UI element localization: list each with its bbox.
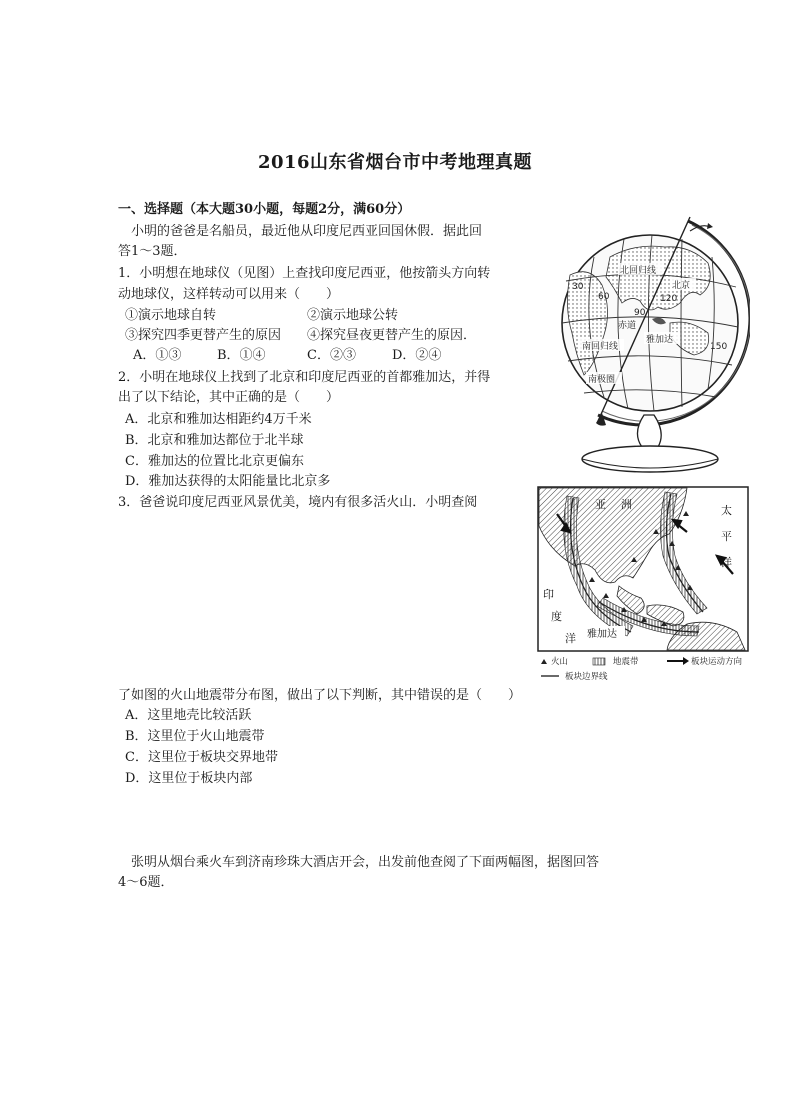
section2-line1: 张明从烟台乘火车到济南珍珠大酒店开会，出发前他查阅了下面两幅图，据图回答 — [131, 855, 600, 870]
q2-option-b: B．北京和雅加达都位于北半球 — [125, 433, 304, 448]
q2-stem-line1: 2．小明在地球仪上找到了北京和印度尼西亚的首都雅加达，并得 — [118, 370, 491, 385]
map-label-indian-3: 洋 — [565, 632, 576, 645]
q1-statement-1: ①演示地球自转 — [125, 308, 217, 323]
q2-stem-line2: 出了以下结论，其中正确的是（ ） — [118, 390, 340, 405]
legend-plate-motion: 板块运动方向 — [691, 657, 743, 667]
intro-text-line1: 小明的爸爸是名船员，最近他从印度尼西亚回国休假．据此回 — [131, 224, 483, 239]
volcano-earthquake-map — [537, 486, 777, 686]
q1-choice-b: B．①④ — [217, 348, 266, 363]
globe-label-antarctic: 南极圈 — [588, 375, 616, 385]
q1-statement-3: ③探究四季更替产生的原因 — [125, 328, 282, 343]
page-title: 2016山东省烟台市中考地理真题 — [257, 152, 533, 173]
globe-lon-60: 60 — [598, 292, 610, 302]
globe-lon-150: 150 — [710, 342, 728, 352]
map-label-asia-2: 洲 — [621, 498, 632, 511]
map-label-pacific-3: 洋 — [721, 556, 732, 569]
q3-option-b: B．这里位于火山地震带 — [125, 729, 265, 744]
globe-lon-30: 30 — [572, 282, 584, 292]
map-legend — [541, 656, 743, 682]
q1-choice-a: A．①③ — [133, 348, 182, 363]
globe-label-equator: 赤道 — [618, 321, 637, 331]
globe-label-tropic-north: 北回归线 — [620, 266, 657, 276]
q2-option-c: C．雅加达的位置比北京更偏东 — [125, 454, 304, 469]
q1-choice-d: D．②④ — [392, 348, 442, 363]
legend-volcano: 火山 — [551, 657, 569, 667]
intro-text-line2: 答1～3题． — [118, 244, 187, 259]
map-label-pacific-1: 太 — [721, 504, 732, 517]
q3-option-d: D．这里位于板块内部 — [125, 771, 253, 786]
map-label-indian-1: 印 — [543, 588, 554, 601]
globe-figure — [540, 215, 750, 477]
map-label-indian-2: 度 — [551, 610, 562, 623]
globe-lon-90: 90 — [634, 308, 646, 318]
globe-label-beijing: 北京 — [672, 281, 691, 291]
section2-line2: 4～6题． — [118, 875, 174, 890]
q3-option-c: C．这里位于板块交界地带 — [125, 750, 278, 765]
section-heading: 一、选择题（本大题30小题，每题2分，满60分） — [118, 202, 411, 217]
q3-stem-line1: 3．爸爸说印度尼西亚风景优美，境内有很多活火山．小明查阅 — [118, 495, 478, 510]
q2-option-a: A．北京和雅加达相距约4万千米 — [125, 412, 312, 427]
q2-option-d: D．雅加达获得的太阳能量比北京多 — [125, 474, 331, 489]
q1-statement-2: ②演示地球公转 — [307, 308, 399, 323]
q1-statement-4: ④探究昼夜更替产生的原因． — [307, 328, 477, 343]
q3-stem-line2: 了如图的火山地震带分布图，做出了以下判断，其中错误的是（ ） — [118, 688, 522, 703]
q1-choice-c: C．②③ — [307, 348, 356, 363]
map-label-jakarta: 雅加达 — [587, 629, 617, 640]
q1-stem-line2: 动地球仪，这样转动可以用来（ ） — [118, 287, 340, 302]
globe-lon-120: 120 — [660, 294, 678, 304]
map-label-pacific-2: 平 — [721, 530, 732, 543]
globe-label-jakarta: 雅加达 — [646, 335, 674, 345]
map-label-asia-1: 亚 — [595, 498, 606, 511]
globe-label-tropic-south: 南回归线 — [582, 342, 619, 352]
legend-earthquake-belt: 地震带 — [613, 657, 639, 667]
q1-stem-line1: 1．小明想在地球仪（见图）上查找印度尼西亚，他按箭头方向转 — [118, 266, 491, 281]
legend-plate-boundary: 板块边界线 — [565, 672, 608, 682]
q3-option-a: A．这里地壳比较活跃 — [125, 708, 252, 723]
